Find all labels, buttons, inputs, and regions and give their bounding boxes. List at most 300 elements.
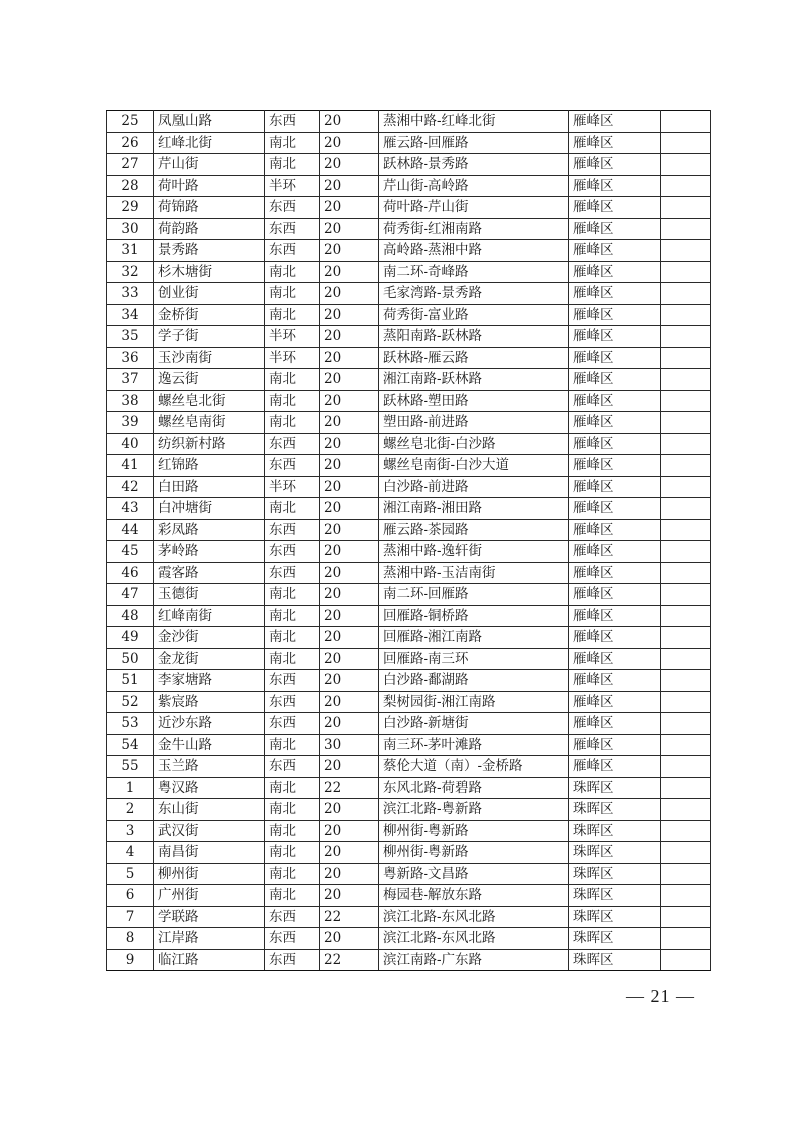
road-name: 李家塘路 <box>154 670 265 692</box>
road-note <box>661 670 711 692</box>
road-note <box>661 756 711 778</box>
road-district: 雁峰区 <box>569 132 661 154</box>
road-district: 珠晖区 <box>569 842 661 864</box>
road-width: 20 <box>320 218 379 240</box>
row-number: 48 <box>107 605 154 627</box>
road-direction: 半环 <box>265 175 320 197</box>
road-width: 20 <box>320 240 379 262</box>
road-direction: 南北 <box>265 132 320 154</box>
road-district: 珠晖区 <box>569 885 661 907</box>
row-number: 38 <box>107 390 154 412</box>
road-note <box>661 605 711 627</box>
table-row <box>107 304 711 326</box>
road-name: 霞客路 <box>154 562 265 584</box>
road-width: 20 <box>320 820 379 842</box>
road-section: 白沙路-前进路 <box>379 476 569 498</box>
road-direction: 东西 <box>265 691 320 713</box>
row-number: 32 <box>107 261 154 283</box>
road-name: 茅岭路 <box>154 541 265 563</box>
road-direction: 南北 <box>265 885 320 907</box>
road-note <box>661 648 711 670</box>
road-district: 雁峰区 <box>569 670 661 692</box>
road-district: 雁峰区 <box>569 412 661 434</box>
road-note <box>661 885 711 907</box>
row-number: 25 <box>107 111 154 133</box>
road-note <box>661 842 711 864</box>
road-width: 20 <box>320 369 379 391</box>
road-section: 跃林路-雁云路 <box>379 347 569 369</box>
road-name: 玉沙南街 <box>154 347 265 369</box>
road-note <box>661 863 711 885</box>
road-district: 雁峰区 <box>569 283 661 305</box>
road-width: 20 <box>320 799 379 821</box>
road-section: 回雁路-南三环 <box>379 648 569 670</box>
road-direction: 东西 <box>265 541 320 563</box>
road-width: 20 <box>320 928 379 950</box>
table-row <box>107 433 711 455</box>
road-district: 雁峰区 <box>569 627 661 649</box>
road-district: 珠晖区 <box>569 928 661 950</box>
road-direction: 南北 <box>265 369 320 391</box>
road-name: 逸云街 <box>154 369 265 391</box>
road-width: 22 <box>320 777 379 799</box>
road-district: 雁峰区 <box>569 390 661 412</box>
table-row <box>107 820 711 842</box>
road-name: 纺织新村路 <box>154 433 265 455</box>
road-direction: 南北 <box>265 863 320 885</box>
row-number: 27 <box>107 154 154 176</box>
road-direction: 南北 <box>265 648 320 670</box>
table-row <box>107 906 711 928</box>
road-direction: 南北 <box>265 584 320 606</box>
road-section: 滨江北路-粤新路 <box>379 799 569 821</box>
road-width: 20 <box>320 842 379 864</box>
row-number: 31 <box>107 240 154 262</box>
road-name: 螺丝皂南街 <box>154 412 265 434</box>
road-width: 20 <box>320 541 379 563</box>
road-name: 金牛山路 <box>154 734 265 756</box>
road-width: 20 <box>320 691 379 713</box>
road-name: 彩凤路 <box>154 519 265 541</box>
road-section: 滨江北路-东风北路 <box>379 906 569 928</box>
road-district: 雁峰区 <box>569 111 661 133</box>
table-row <box>107 691 711 713</box>
road-district: 珠晖区 <box>569 863 661 885</box>
road-section: 南二环-奇峰路 <box>379 261 569 283</box>
road-district: 珠晖区 <box>569 906 661 928</box>
road-note <box>661 627 711 649</box>
table-row <box>107 412 711 434</box>
table-row <box>107 154 711 176</box>
road-width: 20 <box>320 519 379 541</box>
road-direction: 半环 <box>265 326 320 348</box>
row-number: 3 <box>107 820 154 842</box>
road-section: 蒸湘中路-逸轩街 <box>379 541 569 563</box>
table-row <box>107 476 711 498</box>
road-width: 20 <box>320 713 379 735</box>
road-note <box>661 541 711 563</box>
road-direction: 东西 <box>265 670 320 692</box>
road-district: 雁峰区 <box>569 756 661 778</box>
road-width: 20 <box>320 648 379 670</box>
road-section: 芹山街-高岭路 <box>379 175 569 197</box>
row-number: 42 <box>107 476 154 498</box>
road-section: 梨树园街-湘江南路 <box>379 691 569 713</box>
road-width: 20 <box>320 304 379 326</box>
road-width: 22 <box>320 906 379 928</box>
road-width: 20 <box>320 584 379 606</box>
road-section: 螺丝皂北街-白沙路 <box>379 433 569 455</box>
road-note <box>661 584 711 606</box>
road-note <box>661 390 711 412</box>
road-note <box>661 154 711 176</box>
row-number: 44 <box>107 519 154 541</box>
road-name: 荷锦路 <box>154 197 265 219</box>
road-name: 金沙街 <box>154 627 265 649</box>
road-section: 湘江南路-跃林路 <box>379 369 569 391</box>
road-district: 雁峰区 <box>569 304 661 326</box>
row-number: 37 <box>107 369 154 391</box>
road-width: 20 <box>320 412 379 434</box>
table-row <box>107 734 711 756</box>
table-row <box>107 498 711 520</box>
row-number: 54 <box>107 734 154 756</box>
row-number: 39 <box>107 412 154 434</box>
road-name: 螺丝皂北街 <box>154 390 265 412</box>
road-district: 珠晖区 <box>569 777 661 799</box>
road-section: 荷秀街-红湘南路 <box>379 218 569 240</box>
road-width: 20 <box>320 455 379 477</box>
road-section: 跃林路-塑田路 <box>379 390 569 412</box>
road-direction: 南北 <box>265 412 320 434</box>
road-direction: 半环 <box>265 347 320 369</box>
table-row <box>107 842 711 864</box>
road-district: 雁峰区 <box>569 175 661 197</box>
road-name: 芹山街 <box>154 154 265 176</box>
road-section: 回雁路-铜桥路 <box>379 605 569 627</box>
road-section: 滨江南路-广东路 <box>379 949 569 971</box>
road-name: 广州街 <box>154 885 265 907</box>
road-section: 滨江北路-东风北路 <box>379 928 569 950</box>
road-width: 20 <box>320 347 379 369</box>
road-district: 雁峰区 <box>569 261 661 283</box>
table-row <box>107 885 711 907</box>
road-district: 雁峰区 <box>569 433 661 455</box>
road-section: 东风北路-荷碧路 <box>379 777 569 799</box>
row-number: 53 <box>107 713 154 735</box>
road-width: 20 <box>320 562 379 584</box>
road-direction: 东西 <box>265 756 320 778</box>
road-name: 荷韵路 <box>154 218 265 240</box>
road-direction: 东西 <box>265 111 320 133</box>
row-number: 29 <box>107 197 154 219</box>
road-section: 雁云路-茶园路 <box>379 519 569 541</box>
road-section: 高岭路-蒸湘中路 <box>379 240 569 262</box>
road-section: 荷叶路-芹山街 <box>379 197 569 219</box>
road-direction: 东西 <box>265 928 320 950</box>
road-width: 30 <box>320 734 379 756</box>
road-section: 蒸湘中路-玉洁南街 <box>379 562 569 584</box>
road-section: 柳州街-粤新路 <box>379 820 569 842</box>
road-note <box>661 713 711 735</box>
table-row <box>107 240 711 262</box>
row-number: 34 <box>107 304 154 326</box>
road-district: 雁峰区 <box>569 541 661 563</box>
table-row <box>107 519 711 541</box>
row-number: 55 <box>107 756 154 778</box>
road-name: 江岸路 <box>154 928 265 950</box>
road-name: 粤汉路 <box>154 777 265 799</box>
road-note <box>661 175 711 197</box>
road-note <box>661 928 711 950</box>
road-district: 珠晖区 <box>569 799 661 821</box>
row-number: 7 <box>107 906 154 928</box>
road-section: 蔡伦大道（南）-金桥路 <box>379 756 569 778</box>
road-district: 雁峰区 <box>569 476 661 498</box>
road-district: 雁峰区 <box>569 154 661 176</box>
road-name: 景秀路 <box>154 240 265 262</box>
road-width: 20 <box>320 885 379 907</box>
road-width: 20 <box>320 326 379 348</box>
row-number: 51 <box>107 670 154 692</box>
row-number: 35 <box>107 326 154 348</box>
road-note <box>661 476 711 498</box>
table-row <box>107 218 711 240</box>
road-name: 创业街 <box>154 283 265 305</box>
row-number: 47 <box>107 584 154 606</box>
road-district: 雁峰区 <box>569 605 661 627</box>
road-direction: 南北 <box>265 261 320 283</box>
road-direction: 半环 <box>265 476 320 498</box>
road-direction: 南北 <box>265 390 320 412</box>
row-number: 5 <box>107 863 154 885</box>
road-section: 荷秀街-富业路 <box>379 304 569 326</box>
road-note <box>661 412 711 434</box>
road-district: 雁峰区 <box>569 326 661 348</box>
road-width: 20 <box>320 283 379 305</box>
road-note <box>661 691 711 713</box>
road-district: 雁峰区 <box>569 369 661 391</box>
road-width: 22 <box>320 949 379 971</box>
road-direction: 东西 <box>265 197 320 219</box>
road-section: 梅园巷-解放东路 <box>379 885 569 907</box>
table-row <box>107 670 711 692</box>
table-row <box>107 584 711 606</box>
road-name: 杉木塘街 <box>154 261 265 283</box>
road-width: 20 <box>320 627 379 649</box>
road-note <box>661 949 711 971</box>
row-number: 52 <box>107 691 154 713</box>
road-name: 玉兰路 <box>154 756 265 778</box>
road-name: 学子街 <box>154 326 265 348</box>
road-note <box>661 347 711 369</box>
row-number: 50 <box>107 648 154 670</box>
road-name: 红锦路 <box>154 455 265 477</box>
road-note <box>661 799 711 821</box>
row-number: 8 <box>107 928 154 950</box>
row-number: 30 <box>107 218 154 240</box>
road-name: 白冲塘街 <box>154 498 265 520</box>
road-section: 蒸阳南路-跃林路 <box>379 326 569 348</box>
table-row <box>107 326 711 348</box>
row-number: 33 <box>107 283 154 305</box>
road-section: 回雁路-湘江南路 <box>379 627 569 649</box>
table-row <box>107 283 711 305</box>
road-direction: 东西 <box>265 433 320 455</box>
road-table <box>106 110 711 971</box>
row-number: 45 <box>107 541 154 563</box>
road-direction: 南北 <box>265 842 320 864</box>
road-direction: 南北 <box>265 820 320 842</box>
road-section: 白沙路-鄱湖路 <box>379 670 569 692</box>
road-district: 雁峰区 <box>569 734 661 756</box>
road-direction: 东西 <box>265 949 320 971</box>
road-section: 塑田路-前进路 <box>379 412 569 434</box>
table-body <box>107 111 711 971</box>
road-district: 雁峰区 <box>569 691 661 713</box>
road-district: 雁峰区 <box>569 240 661 262</box>
road-width: 20 <box>320 670 379 692</box>
row-number: 43 <box>107 498 154 520</box>
road-section: 螺丝皂南街-白沙大道 <box>379 455 569 477</box>
road-name: 武汉街 <box>154 820 265 842</box>
road-section: 跃林路-景秀路 <box>379 154 569 176</box>
table-row <box>107 261 711 283</box>
road-name: 荷叶路 <box>154 175 265 197</box>
road-width: 20 <box>320 261 379 283</box>
table-row <box>107 132 711 154</box>
road-note <box>661 326 711 348</box>
road-district: 雁峰区 <box>569 218 661 240</box>
road-section: 南三环-茅叶滩路 <box>379 734 569 756</box>
road-name: 临江路 <box>154 949 265 971</box>
road-direction: 南北 <box>265 154 320 176</box>
road-note <box>661 777 711 799</box>
row-number: 26 <box>107 132 154 154</box>
road-note <box>661 283 711 305</box>
row-number: 46 <box>107 562 154 584</box>
road-width: 20 <box>320 756 379 778</box>
road-width: 20 <box>320 476 379 498</box>
road-name: 红峰北街 <box>154 132 265 154</box>
road-section: 南二环-回雁路 <box>379 584 569 606</box>
road-district: 珠晖区 <box>569 820 661 842</box>
road-name: 凤凰山路 <box>154 111 265 133</box>
table-row <box>107 347 711 369</box>
road-direction: 东西 <box>265 240 320 262</box>
road-name: 紫宸路 <box>154 691 265 713</box>
road-name: 金龙街 <box>154 648 265 670</box>
road-note <box>661 433 711 455</box>
road-section: 柳州街-粤新路 <box>379 842 569 864</box>
row-number: 49 <box>107 627 154 649</box>
road-name: 玉德街 <box>154 584 265 606</box>
table-row <box>107 949 711 971</box>
table-row <box>107 455 711 477</box>
road-district: 雁峰区 <box>569 455 661 477</box>
road-width: 20 <box>320 197 379 219</box>
road-width: 20 <box>320 863 379 885</box>
row-number: 41 <box>107 455 154 477</box>
road-section: 湘江南路-湘田路 <box>379 498 569 520</box>
road-note <box>661 820 711 842</box>
road-width: 20 <box>320 154 379 176</box>
road-width: 20 <box>320 175 379 197</box>
table-row <box>107 111 711 133</box>
road-name: 近沙东路 <box>154 713 265 735</box>
road-direction: 南北 <box>265 777 320 799</box>
table-row <box>107 562 711 584</box>
road-note <box>661 132 711 154</box>
road-direction: 南北 <box>265 605 320 627</box>
table-row <box>107 756 711 778</box>
road-direction: 东西 <box>265 455 320 477</box>
table-row <box>107 197 711 219</box>
road-name: 金桥街 <box>154 304 265 326</box>
road-note <box>661 455 711 477</box>
road-section: 雁云路-回雁路 <box>379 132 569 154</box>
road-name: 柳州街 <box>154 863 265 885</box>
road-district: 雁峰区 <box>569 347 661 369</box>
road-direction: 东西 <box>265 906 320 928</box>
row-number: 1 <box>107 777 154 799</box>
table-row <box>107 648 711 670</box>
road-district: 雁峰区 <box>569 648 661 670</box>
road-direction: 东西 <box>265 562 320 584</box>
road-width: 20 <box>320 132 379 154</box>
table-row <box>107 369 711 391</box>
road-direction: 东西 <box>265 218 320 240</box>
table-row <box>107 777 711 799</box>
road-name: 白田路 <box>154 476 265 498</box>
road-name: 学联路 <box>154 906 265 928</box>
road-note <box>661 197 711 219</box>
road-note <box>661 240 711 262</box>
road-note <box>661 906 711 928</box>
page-number: — 21 — <box>626 986 695 1006</box>
road-district: 雁峰区 <box>569 498 661 520</box>
road-width: 20 <box>320 390 379 412</box>
road-direction: 南北 <box>265 627 320 649</box>
road-note <box>661 218 711 240</box>
road-note <box>661 498 711 520</box>
row-number: 4 <box>107 842 154 864</box>
table-row <box>107 541 711 563</box>
row-number: 9 <box>107 949 154 971</box>
road-direction: 南北 <box>265 498 320 520</box>
table-row <box>107 605 711 627</box>
road-name: 红峰南街 <box>154 605 265 627</box>
table-row <box>107 390 711 412</box>
road-direction: 东西 <box>265 713 320 735</box>
road-width: 20 <box>320 498 379 520</box>
table-row <box>107 863 711 885</box>
road-district: 雁峰区 <box>569 584 661 606</box>
road-direction: 南北 <box>265 734 320 756</box>
road-width: 20 <box>320 111 379 133</box>
table-row <box>107 799 711 821</box>
road-section: 白沙路-新塘街 <box>379 713 569 735</box>
road-note <box>661 369 711 391</box>
row-number: 40 <box>107 433 154 455</box>
road-name: 东山街 <box>154 799 265 821</box>
table-row <box>107 928 711 950</box>
road-section: 粤新路-文昌路 <box>379 863 569 885</box>
table-row <box>107 175 711 197</box>
road-district: 雁峰区 <box>569 519 661 541</box>
road-note <box>661 734 711 756</box>
road-width: 20 <box>320 605 379 627</box>
